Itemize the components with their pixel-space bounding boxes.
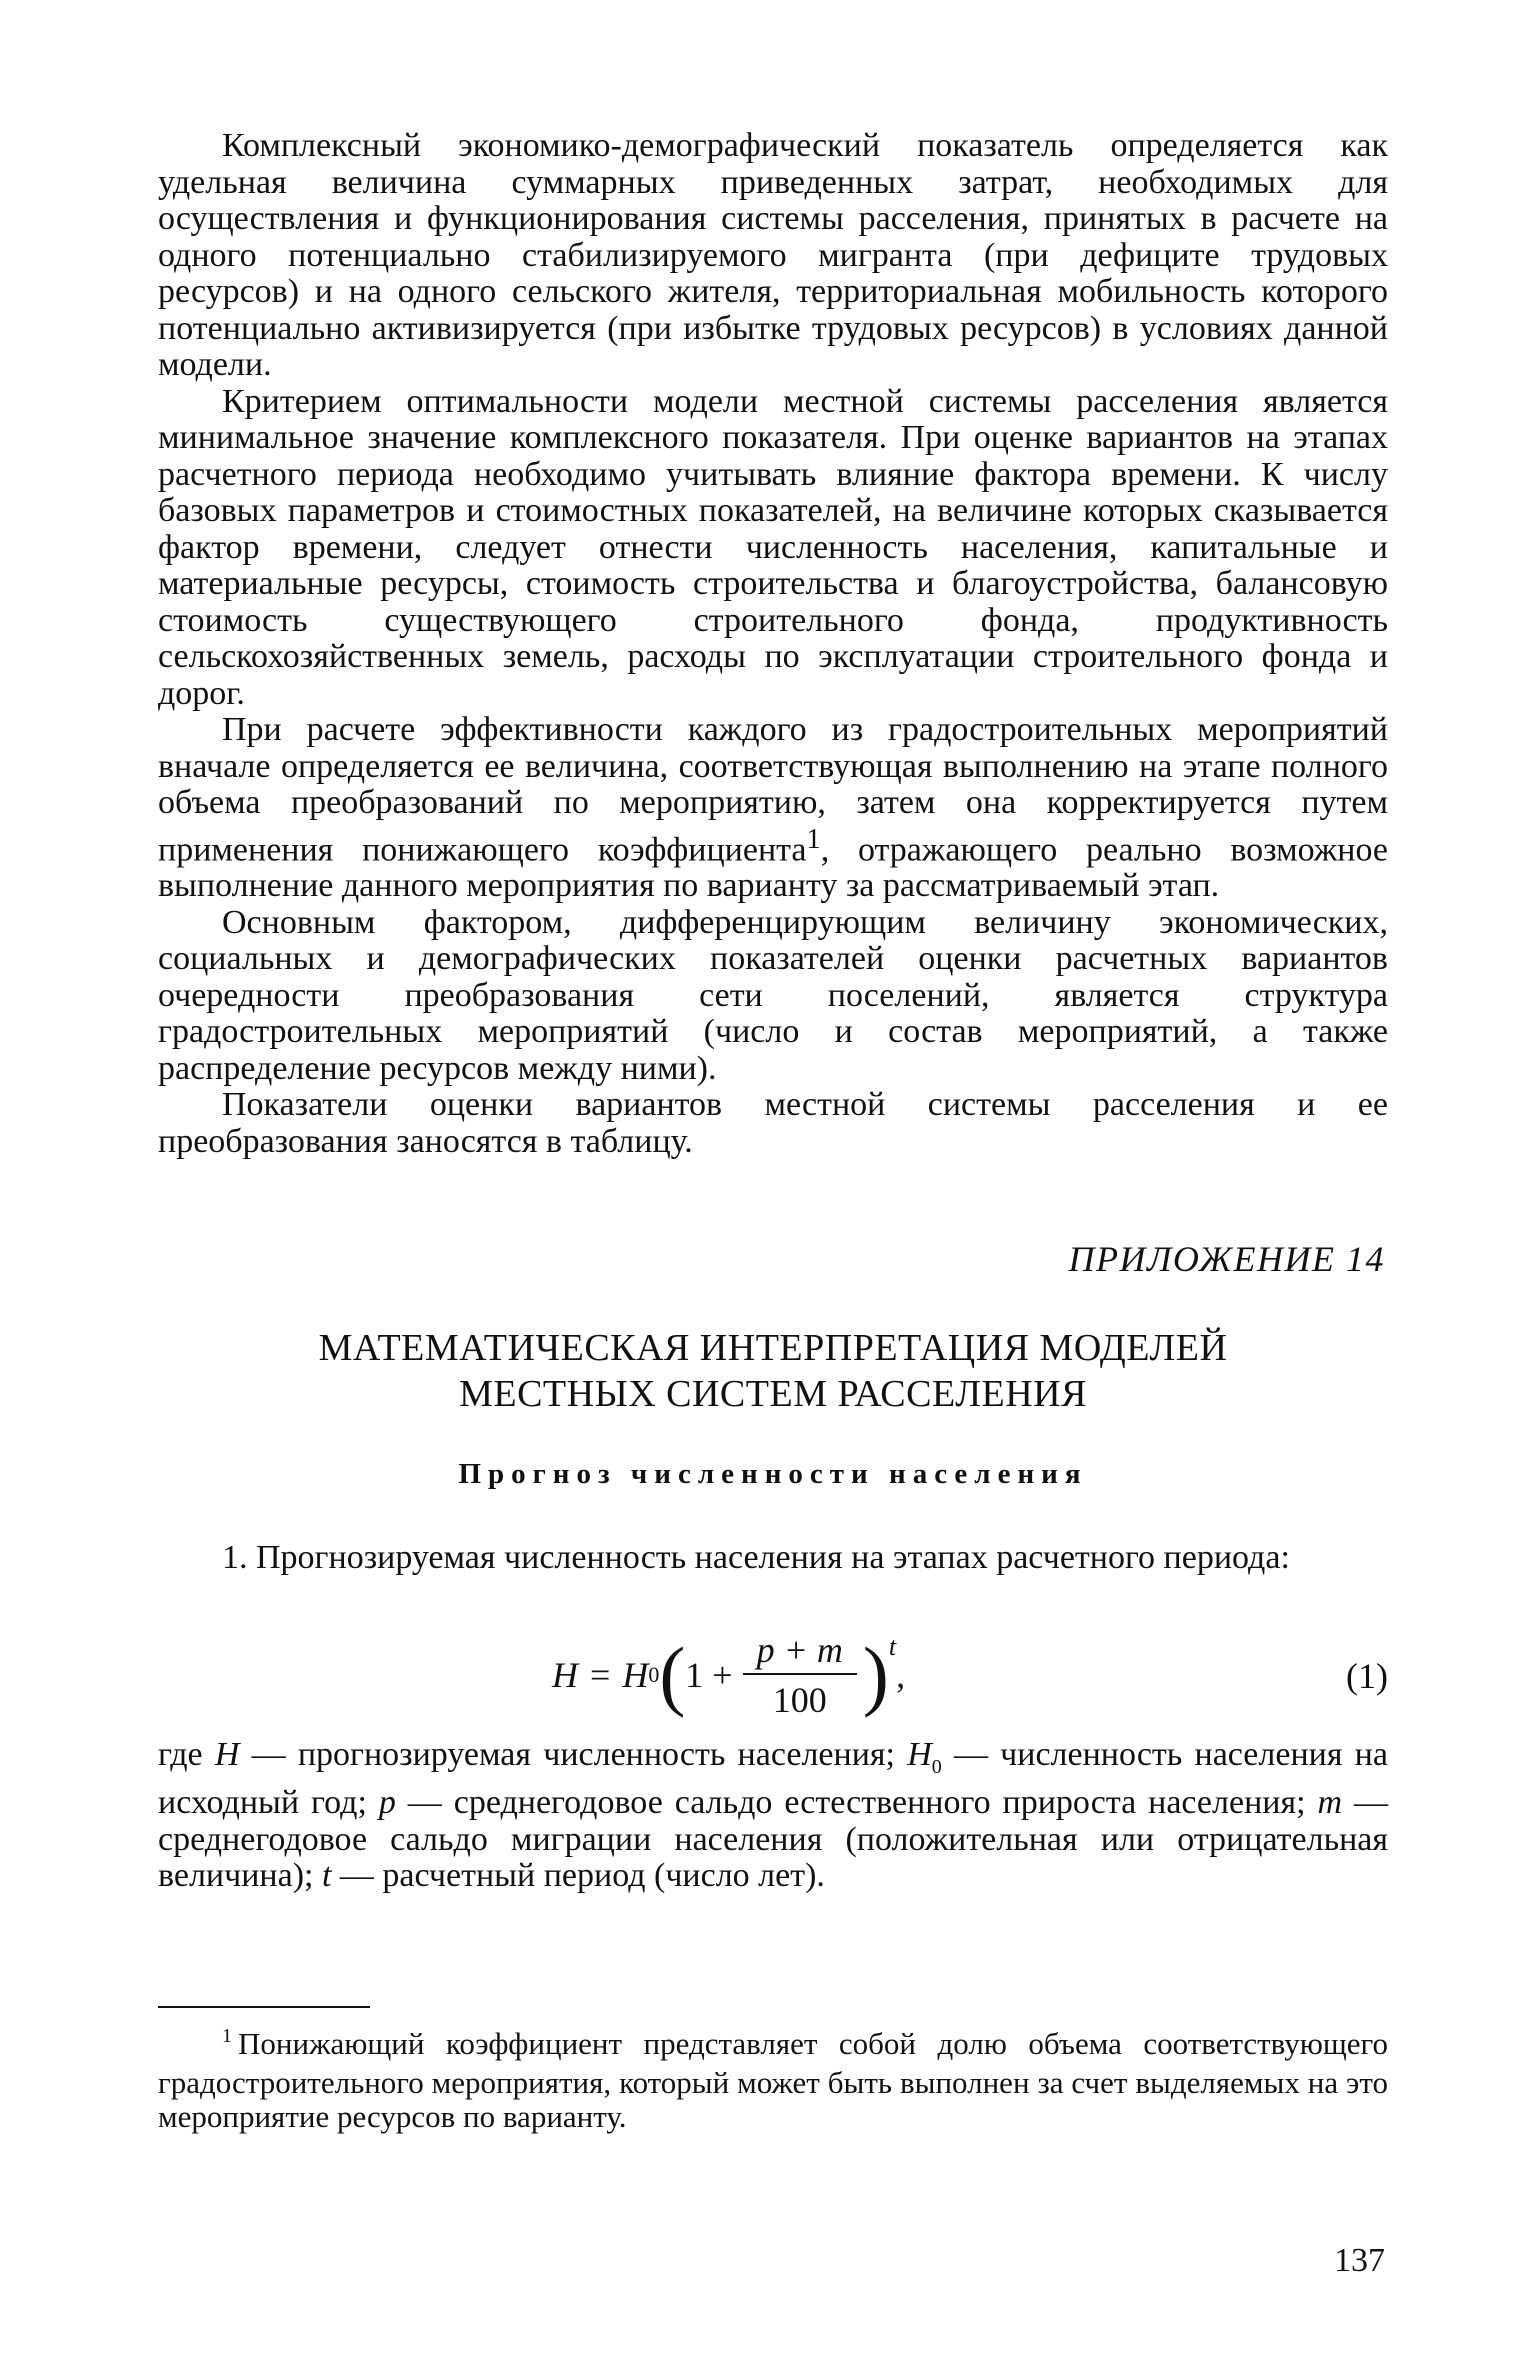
paragraph-efficiency-text-end: , отражающего реально возможное выполнение данного мероприятия по варианту за рассматриваемый этап. bbox=[158, 830, 1388, 905]
formula-numerator: p + m bbox=[756, 1630, 843, 1670]
formula-h0-subscript: 0 bbox=[648, 1662, 660, 1687]
var-p: p bbox=[378, 1784, 396, 1822]
where-text-4: — среднегодовое сальдо миграции населения (положительная или отрицательная величина); bbox=[158, 1784, 1389, 1895]
formula-left-paren: ( bbox=[659, 1631, 686, 1718]
appendix-label: ПРИЛОЖЕНИЕ 14 bbox=[1068, 1239, 1385, 1279]
formula-explanation bbox=[158, 1737, 1388, 1895]
paragraph-table-note: Показатели оценки вариантов местной системы расселения и ее преобразования заносятся в таблицу. bbox=[158, 1086, 1388, 1160]
where-word: где bbox=[158, 1736, 215, 1773]
section-title bbox=[158, 1325, 1388, 1417]
section-title-line-2: МЕСТНЫХ СИСТЕМ РАССЕЛЕНИЯ bbox=[459, 1373, 1087, 1415]
population-formula bbox=[552, 1625, 905, 1725]
paragraph-main-factor: Основным фактором, дифференцирующим величину экономических, социальных и демографических показателей оценки расчетных вариантов очередности преобразования сети поселений, является структура градостроительных мероприятий (число и состав мероприятий, а также распределение ресурсов между ними). bbox=[158, 903, 1388, 1087]
formula-explanation-text bbox=[158, 1737, 1388, 1895]
where-text-5: — расчетный период (число лет). bbox=[331, 1857, 825, 1895]
footnote-divider bbox=[158, 2006, 370, 2008]
paragraph-complex-indicator: Комплексный экономико-демографический показатель определяется как удельная величина суммарных приведенных затрат, необходимых для осуществления и функционирования системы расселения, принятых в расчете на одного потенциально стабилизируемого мигранта (при дефиците трудовых ресурсов) и на одного сельского жителя, территориальная мобильность которого потенциально активизируется (при избытке трудовых ресурсов) в условиях данной модели. bbox=[158, 127, 1388, 383]
formula-row bbox=[158, 1625, 1388, 1725]
equation-number: (1) bbox=[1346, 1656, 1388, 1696]
formula-lhs: H bbox=[552, 1655, 578, 1695]
footnote bbox=[158, 2027, 1388, 2135]
item-1 bbox=[158, 1540, 1388, 1577]
body-text bbox=[158, 128, 1388, 1160]
formula-h0: H bbox=[622, 1655, 649, 1695]
formula-equals: = bbox=[590, 1655, 611, 1695]
formula-trailing-comma: , bbox=[896, 1655, 906, 1695]
formula-one-plus: 1 + bbox=[685, 1655, 733, 1695]
page-number: 137 bbox=[1334, 2242, 1385, 2279]
footnote-text-block bbox=[158, 2027, 1388, 2135]
var-t: t bbox=[321, 1857, 332, 1895]
item-1-text: 1. Прогнозируемая численность населения на этапах расчетного периода: bbox=[222, 1539, 1290, 1576]
where-text-1: — прогнозируемая численность населения; bbox=[239, 1736, 908, 1773]
var-m: m bbox=[1317, 1784, 1343, 1822]
footnote-marker: 1 bbox=[222, 2025, 232, 2047]
formula-exponent: t bbox=[888, 1632, 897, 1661]
footnote-text: Понижающий коэффициент представляет собой долю объема соответствующего градостроительного мероприятия, который может быть выполнен за счет выделяемых на это мероприятие ресурсов по варианту. bbox=[158, 2026, 1388, 2134]
var-h0: H bbox=[907, 1736, 932, 1773]
formula-fraction bbox=[743, 1629, 857, 1721]
section-title-line-1: МАТЕМАТИЧЕСКАЯ ИНТЕРПРЕТАЦИЯ МОДЕЛЕЙ bbox=[318, 1327, 1228, 1369]
where-text-3: — среднегодовое сальдо естественного прироста населения; bbox=[395, 1784, 1318, 1822]
paragraph-efficiency-calculation bbox=[158, 712, 1388, 905]
paragraph-efficiency-text: При расчете эффективности каждого из градостроительных мероприятий вначале определяется ее величина, соответствующая выполнению на этапе полного объема преобразований по мероприятию, затем она корректируется путем применения понижающего коэффициента bbox=[158, 711, 1388, 868]
formula-right-paren: ) bbox=[862, 1631, 889, 1718]
paragraph-optimality-criterion: Критерием оптимальности модели местной системы расселения является минимальное значение комплексного показателя. При оценке вариантов на этапах расчетного периода необходимо учитывать влияние фактора времени. К числу базовых параметров и стоимостных показателей, на величине которых сказывается фактор времени, следует отнести численность населения, капитальные и материальные ресурсы, стоимость строительства и благоустройства, балансовую стоимость существующего строительного фонда, продуктивность сельскохозяйственных земель, расходы по эксплуатации строительного фонда и дорог. bbox=[158, 382, 1388, 712]
where-text-2: — численность населения на исходный год; bbox=[158, 1736, 1388, 1822]
footnote-reference[interactable]: 1 bbox=[806, 823, 821, 855]
var-h0-subscript: 0 bbox=[931, 1755, 942, 1778]
formula-denominator: 100 bbox=[772, 1680, 827, 1720]
var-h: H bbox=[214, 1736, 240, 1773]
subsection-title: Прогноз численности населения bbox=[458, 1458, 1088, 1490]
